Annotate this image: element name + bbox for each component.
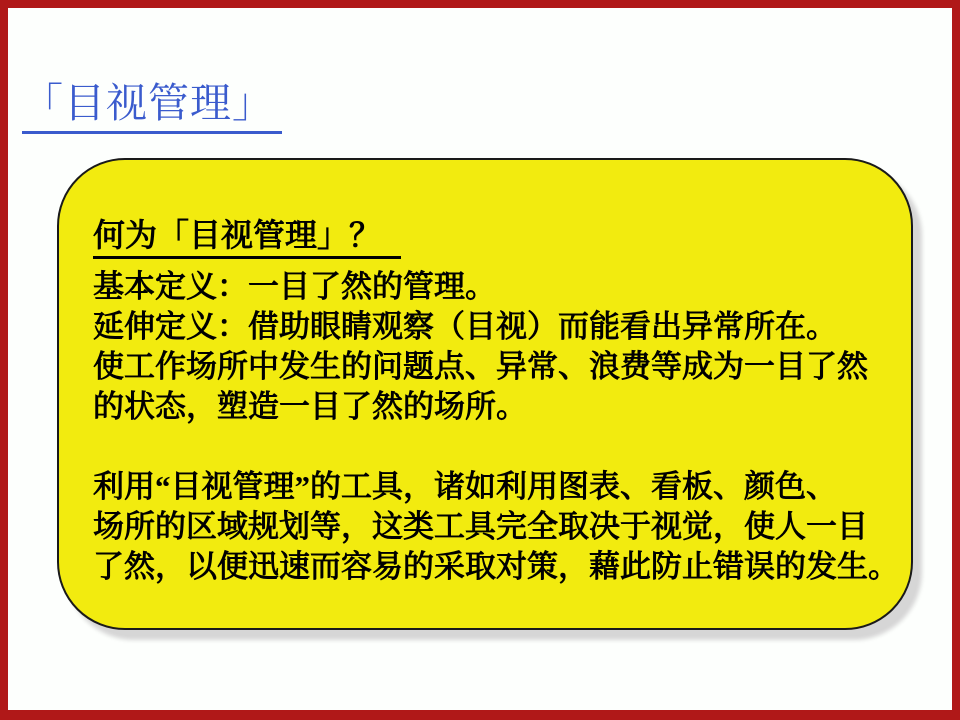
text-line: 的状态，塑造一目了然的场所。 <box>93 389 527 424</box>
text-line: 了然，以便迅速而容易的采取对策，藉此防止错误的发生。 <box>93 549 899 584</box>
box-heading: 何为「目视管理」？ <box>93 218 401 259</box>
slide-title: 「目视管理」 <box>22 80 282 134</box>
text-line: 延伸定义：借助眼睛观察（目视）而能看出异常所在。 <box>93 309 837 344</box>
text-line: 场所的区域规划等，这类工具完全取决于视觉，使人一目 <box>93 509 868 544</box>
text-line: 基本定义：一目了然的管理。 <box>93 269 496 304</box>
visual-management-definition-box <box>57 158 913 630</box>
text-line: 使工作场所中发生的问题点、异常、浪费等成为一目了然 <box>93 349 868 384</box>
definition-paragraph <box>93 267 903 427</box>
text-line: 利用“目视管理”的工具，诸如利用图表、看板、颜色、 <box>93 469 837 504</box>
tools-paragraph <box>93 467 903 587</box>
